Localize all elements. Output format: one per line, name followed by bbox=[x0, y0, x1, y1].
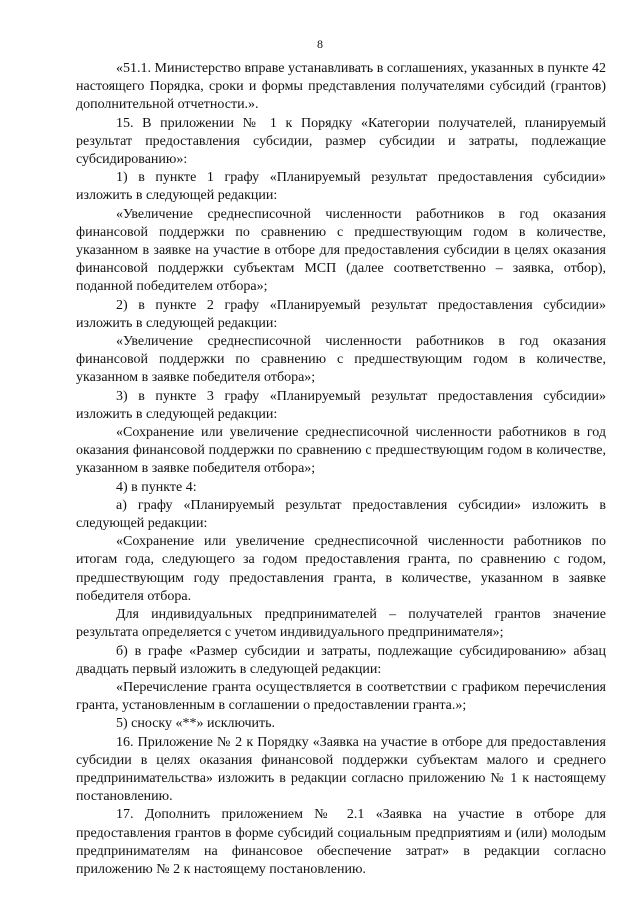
paragraph-quote-2: «Увеличение среднесписочной численности работников в год оказания финансовой поддержки по сравнению с предшествующим годом в количестве, указанном в заявке победителя отбора»; bbox=[76, 334, 606, 386]
document-body bbox=[76, 60, 606, 879]
paragraph-subitem-3: 3) в пункте 3 графу «Планируемый результат предоставления субсидии» изложить в следующей редакции: bbox=[76, 388, 606, 422]
paragraph-subitem-4a: а) графу «Планируемый результат предоставления субсидии» изложить в следующей редакции: bbox=[76, 497, 606, 532]
paragraph-item-15: 15. В приложении № 1 к Порядку «Категории получателей, планируемый результат предоставления субсидии, размер субсидии и затраты, подлежащие субсидированию»: bbox=[76, 115, 606, 168]
paragraph-quote-4a-continued: Для индивидуальных предпринимателей – получателей грантов значение результата определяется с учетом индивидуального предпринимателя»; bbox=[76, 607, 606, 641]
paragraph-51-1: «51.1. Министерство вправе устанавливать в соглашениях, указанных в пункте 42 настоящего Порядка, сроки и формы представления получателями субсидий (грантов) дополнительной отчетности.». bbox=[76, 61, 606, 113]
paragraph-quote-3: «Сохранение или увеличение среднесписочной численности работников в год оказания финансовой поддержки по сравнению с предшествующим годом в количестве, указанном в заявке победителя отбора»; bbox=[76, 425, 606, 477]
paragraph-subitem-1: 1) в пункте 1 графу «Планируемый результат предоставления субсидии» изложить в следующей редакции: bbox=[76, 170, 606, 204]
paragraph-subitem-2: 2) в пункте 2 графу «Планируемый результат предоставления субсидии» изложить в следующей редакции: bbox=[76, 297, 606, 331]
page-number: 8 bbox=[317, 37, 323, 51]
paragraph-quote-4b: «Перечисление гранта осуществляется в соответствии с графиком перечисления гранта, установленным в соглашении о предоставлении гранта.»; bbox=[76, 679, 606, 714]
paragraph-subitem-4b: б) в графе «Размер субсидии и затраты, подлежащие субсидированию» абзац двадцать первый изложить в следующей редакции: bbox=[76, 643, 606, 677]
paragraph-item-17: 17. Дополнить приложением № 2.1 «Заявка на участие в отборе для предоставления грантов в форме субсидий социальным предприятиям и (или) молодым предпринимателям на финансовое обеспечение затрат» в редакции согласно приложению № 2 к настоящему постановлению. bbox=[76, 807, 606, 877]
paragraph-quote-1: «Увеличение среднесписочной численности работников в год оказания финансовой поддержки по сравнению с предшествующим годом в количестве, указанном в заявке на участие в отборе для предоставления субсидии в целях оказания финансовой поддержки субъектам МСП (далее соответственно – заявка, отбор), поданной победителем отбора»; bbox=[76, 206, 606, 295]
paragraph-item-16: 16. Приложение № 2 к Порядку «Заявка на участие в отборе для предоставления субсидии в целях оказания финансовой поддержки субъектам малого и среднего предпринимательства» изложить в редакции согласно приложению № 1 к настоящему постановлению. bbox=[76, 734, 606, 805]
paragraph-quote-4a: «Сохранение или увеличение среднесписочной численности работников по итогам года, следующего за годом предоставления гранта, по сравнению с годом, предшествующим году предоставления гранта, в количестве, указанном в заявке победителя отбора. bbox=[76, 534, 606, 604]
paragraph-subitem-4: 4) в пункте 4: bbox=[116, 479, 197, 495]
paragraph-subitem-5: 5) сноску «**» исключить. bbox=[116, 716, 275, 732]
